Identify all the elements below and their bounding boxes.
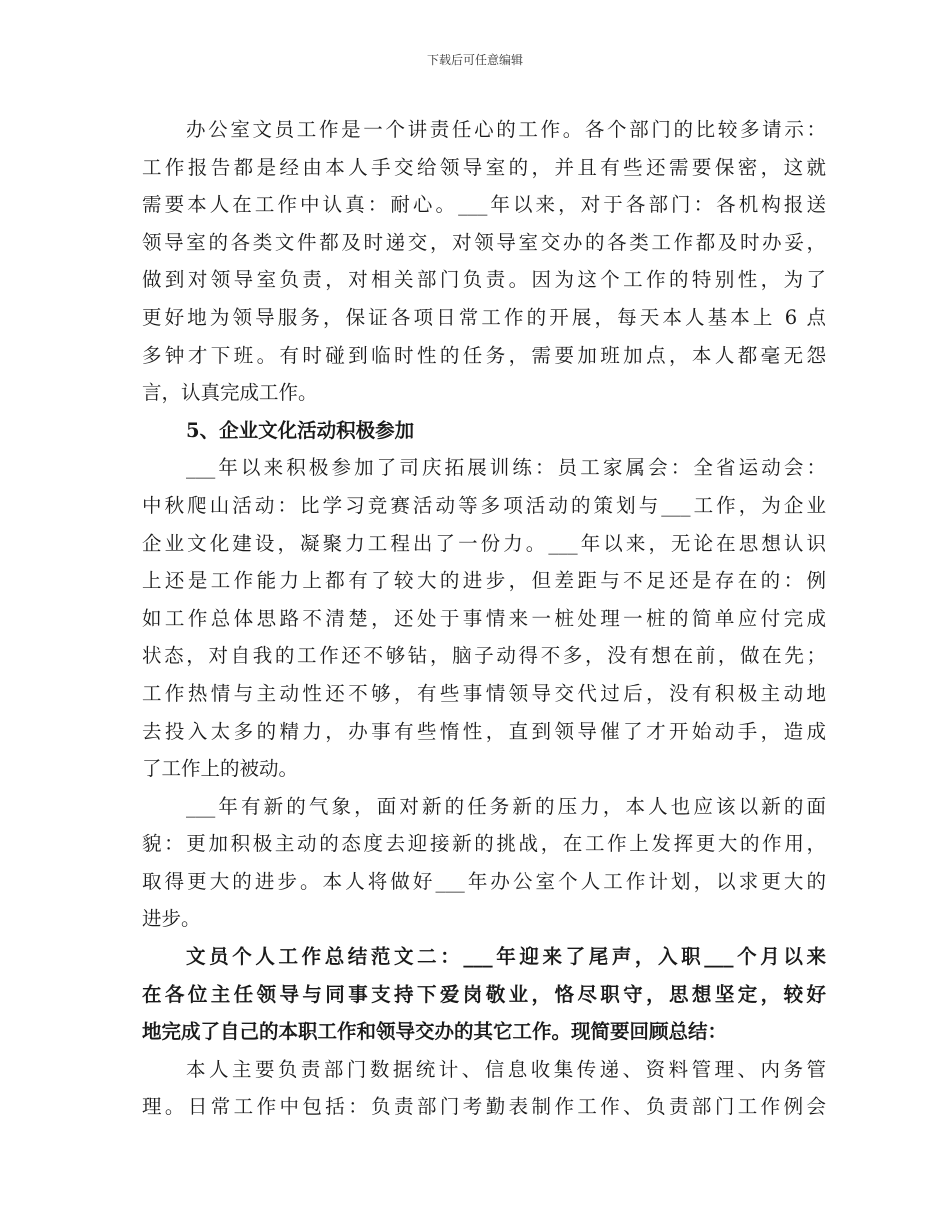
section-heading-culture-activities: [142, 412, 826, 450]
text-line: 领导室的各类文件都及时递交，对领导室交办的各类工作都及时办妥，: [142, 230, 826, 254]
text-line: 取得更大的进步。本人将做好___年办公室个人工作计划，以求更大的: [142, 869, 826, 893]
text-line: 言，认真完成工作。: [142, 381, 318, 405]
paragraph-sample-two-intro: [142, 938, 826, 1051]
text-line: 更好地为领导服务，保证各项日常工作的开展，每天本人基本上 6 点: [142, 305, 826, 329]
text-line: ___年有新的气象，面对新的任务新的压力，本人也应该以新的面: [186, 794, 826, 818]
text-line: 办公室文员工作是一个讲责任心的工作。各个部门的比较多请示：: [186, 118, 826, 141]
paragraph-activities-and-shortcomings: [142, 449, 826, 787]
text-line: 工作热情与主动性还不够，有些事情领导交代过后，没有积极主动地: [142, 681, 826, 705]
heading-text: 5、企业文化活动积极参加: [186, 418, 415, 442]
text-line: 工作报告都是经由本人手交给领导室的，并且有些还需要保密，这就: [142, 155, 826, 179]
text-line: 企业文化建设，凝聚力工程出了一份力。___年以来，无论在思想认识: [142, 531, 826, 555]
paragraph-office-clerk-duties: [142, 111, 826, 412]
text-line: 地完成了自己的本职工作和领导交办的其它工作。现简要回顾总结：: [142, 1020, 728, 1044]
document-body: [142, 111, 826, 1126]
paragraph-main-responsibilities: [142, 1051, 826, 1126]
text-line: 去投入太多的精力，办事有些惰性，直到领导催了才开始动手，造成: [142, 719, 826, 743]
text-line: 了工作上的被动。: [142, 757, 299, 781]
text-line: 中秋爬山活动：比学习竞赛活动等多项活动的策划与___工作，为企业: [142, 493, 826, 517]
text-line: 需要本人在工作中认真：耐心。___年以来，对于各部门：各机构报送: [142, 193, 826, 217]
text-line: 上还是工作能力上都有了较大的进步，但差距与不足还是存在的：例: [142, 569, 826, 593]
text-line: ___年以来积极参加了司庆拓展训练：员工家属会：全省运动会：: [186, 456, 826, 480]
text-line: 文员个人工作总结范文二：___年迎来了尾声，入职___个月以来: [186, 945, 826, 969]
text-line: 多钟才下班。有时碰到临时性的任务，需要加班加点，本人都毫无怨: [142, 343, 826, 367]
text-line: 状态，对自我的工作还不够钻，脑子动得不多，没有想在前，做在先；: [142, 644, 826, 668]
text-line: 在各位主任领导与同事支持下爱岗敬业，恪尽职守，思想坚定，较好: [142, 982, 826, 1006]
paragraph-new-year-outlook: [142, 788, 826, 938]
text-line: 貌：更加积极主动的态度去迎接新的挑战，在工作上发挥更大的作用，: [142, 832, 826, 856]
text-line: 理。日常工作中包括：负责部门考勤表制作工作、负责部门工作例会: [142, 1095, 826, 1119]
text-line: 进步。: [142, 907, 201, 931]
text-line: 本人主要负责部门数据统计、信息收集传递、资料管理、内务管: [186, 1057, 826, 1081]
text-line: 如工作总体思路不清楚，还处于事情来一桩处理一桩的简单应付完成: [142, 606, 826, 630]
text-line: 做到对领导室负责，对相关部门负责。因为这个工作的特别性，为了: [142, 268, 826, 292]
page-header: 下载后可任意编辑: [426, 53, 523, 67]
